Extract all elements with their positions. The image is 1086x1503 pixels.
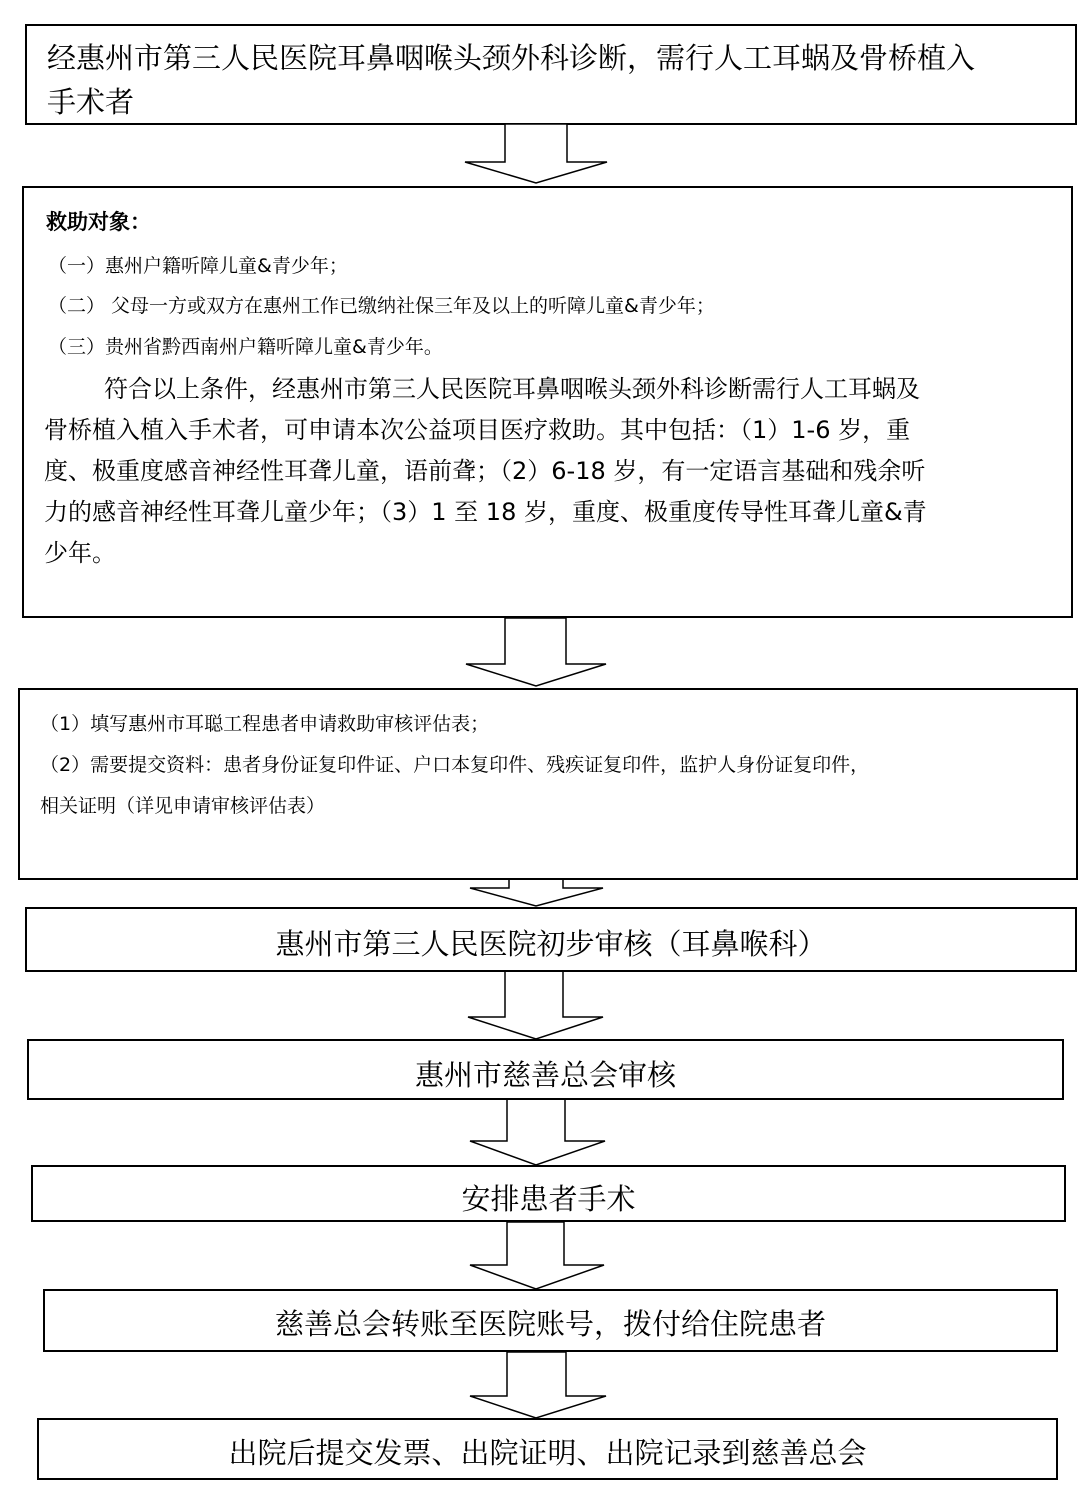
application-item-2: （2）需要提交资料：患者身份证复印件证、户口本复印件、残疾证复印件，监护人身份证复印件， xyxy=(40,754,870,776)
discharge-label: 出院后提交发票、出院证明、出院记录到慈善总会 xyxy=(228,1436,867,1470)
eligibility-heading: 救助对象： xyxy=(46,210,151,234)
step-8-discharge-box xyxy=(37,1418,1058,1480)
eligibility-item-3: （三）贵州省黔西南州户籍听障儿童&青少年。 xyxy=(48,336,443,358)
step-6-surgery-box xyxy=(31,1165,1066,1222)
surgery-label: 安排患者手术 xyxy=(461,1182,636,1216)
charity-review-label: 惠州市慈善总会审核 xyxy=(414,1058,676,1092)
step-7-transfer-box xyxy=(43,1289,1058,1352)
step-3-application-box xyxy=(18,688,1078,880)
step-4-hospital-review-box xyxy=(25,907,1077,972)
step-1-line-1: 经惠州市第三人民医院耳鼻咽喉头颈外科诊断，需行人工耳蜗及骨桥植入 xyxy=(47,41,976,75)
eligibility-paragraph-line-1: 符合以上条件，经惠州市第三人民医院耳鼻咽喉头颈外科诊断需行人工耳蜗及 xyxy=(104,375,920,403)
eligibility-paragraph-line-2: 骨桥植入植入手术者，可申请本次公益项目医疗救助。其中包括：（1）1-6 岁，重 xyxy=(44,416,911,444)
eligibility-item-2: （二） 父母一方或双方在惠州工作已缴纳社保三年及以上的听障儿童&青少年； xyxy=(48,295,715,317)
eligibility-paragraph-line-4: 力的感音神经性耳聋儿童少年；（3）1 至 18 岁，重度、极重度传导性耳聋儿童&青 xyxy=(44,498,927,526)
step-5-charity-review-box xyxy=(27,1039,1064,1100)
step-1-line-2: 手术者 xyxy=(47,85,135,119)
application-item-1: （1）填写惠州市耳聪工程患者申请救助审核评估表； xyxy=(40,713,490,735)
eligibility-item-1: （一）惠州户籍听障儿童&青少年； xyxy=(48,255,348,277)
application-item-3: 相关证明（详见申请审核评估表） xyxy=(40,795,326,817)
hospital-review-label: 惠州市第三人民医院初步审核（耳鼻喉科） xyxy=(275,927,827,961)
step-2-eligibility-box xyxy=(22,186,1073,618)
eligibility-paragraph-line-5: 少年。 xyxy=(44,539,116,567)
eligibility-paragraph-line-3: 度、极重度感音神经性耳聋儿童，语前聋；（2）6-18 岁，有一定语言基础和残余听 xyxy=(44,457,926,485)
transfer-label: 慈善总会转账至医院账号，拨付给住院患者 xyxy=(274,1307,826,1341)
